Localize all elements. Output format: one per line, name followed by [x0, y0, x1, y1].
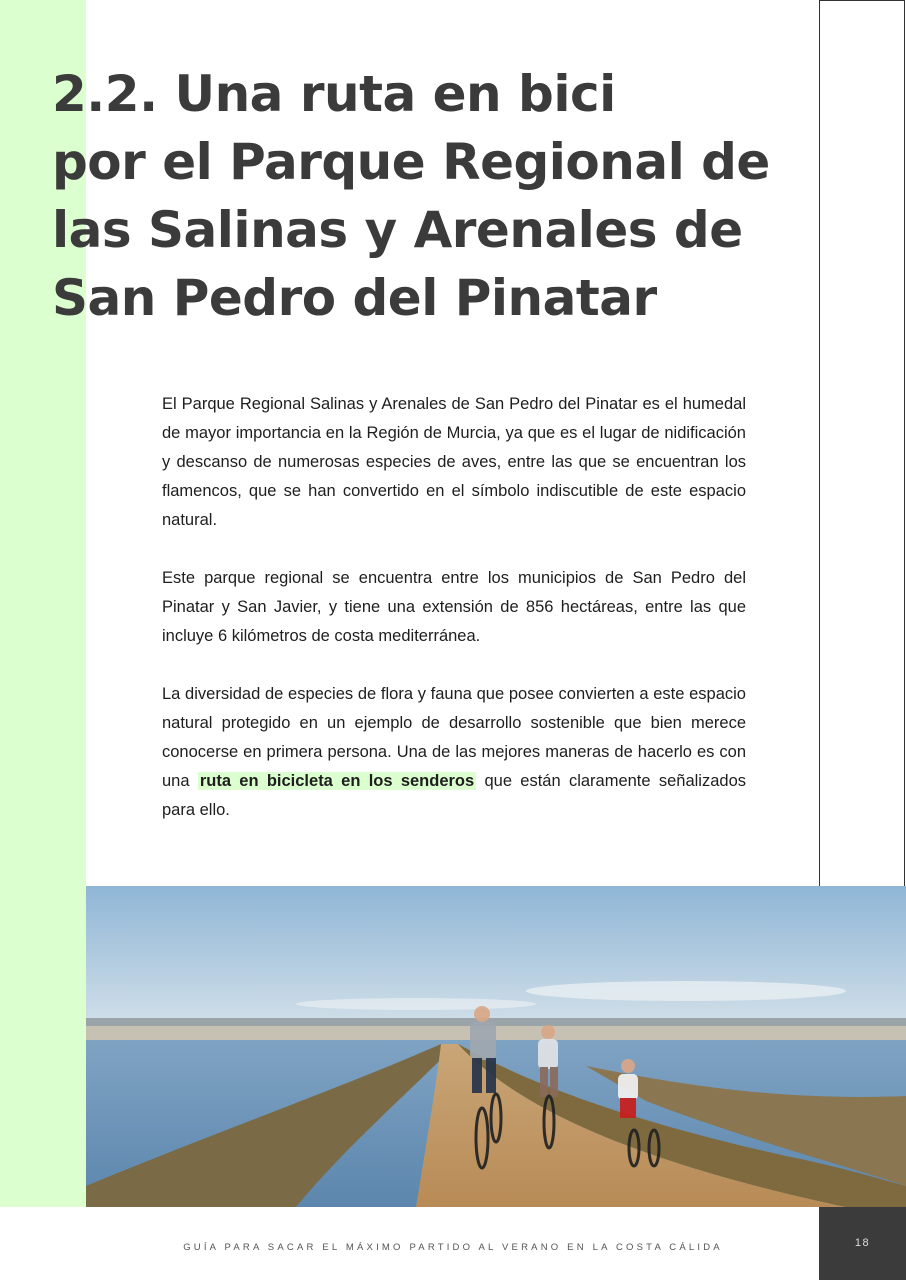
paragraph-text: que están claramente señalizados para ello.	[162, 772, 746, 819]
title-line: por el Parque Regional de	[52, 133, 770, 191]
frame-line	[904, 0, 905, 886]
paragraph: El Parque Regional Salinas y Arenales de San Pedro del Pinatar es el humedal de mayor importancia en la Región de Murcia, ya que es el lugar de nidificación y descanso de numerosas especies de aves, entre las que se encuentran los flamencos, que se han convertido en el símbolo indiscutible de este espacio natural.	[162, 395, 746, 529]
cyclists-photo	[86, 886, 906, 1207]
page-number: 18	[854, 1237, 871, 1249]
frame-line	[819, 0, 905, 1]
title-line: las Salinas y Arenales de	[52, 201, 743, 259]
paragraph	[162, 680, 746, 825]
paragraph-text: La diversidad de especies de flora y fauna que posee convierten a este espacio natural protegido en un ejemplo de desarrollo sostenible que bien merece conocerse en primera persona. Una de las mejores maneras de hacerlo es con una	[162, 685, 746, 790]
frame-line	[819, 0, 820, 886]
highlighted-phrase: ruta en bicicleta en los senderos	[199, 772, 475, 790]
title-line: San Pedro del Pinatar	[52, 269, 657, 327]
section-title	[52, 60, 792, 332]
title-line: 2.2. Una ruta en bici	[52, 65, 616, 123]
paragraph: Este parque regional se encuentra entre los municipios de San Pedro del Pinatar y San Javier, y tiene una extensión de 856 hectáreas, entre las que incluye 6 kilómetros de costa mediterránea.	[162, 569, 746, 645]
body-text	[162, 390, 746, 854]
footer-title: GUÍA PARA SACAR EL MÁXIMO PARTIDO AL VERANO EN LA COSTA CÁLIDA	[183, 1242, 723, 1253]
